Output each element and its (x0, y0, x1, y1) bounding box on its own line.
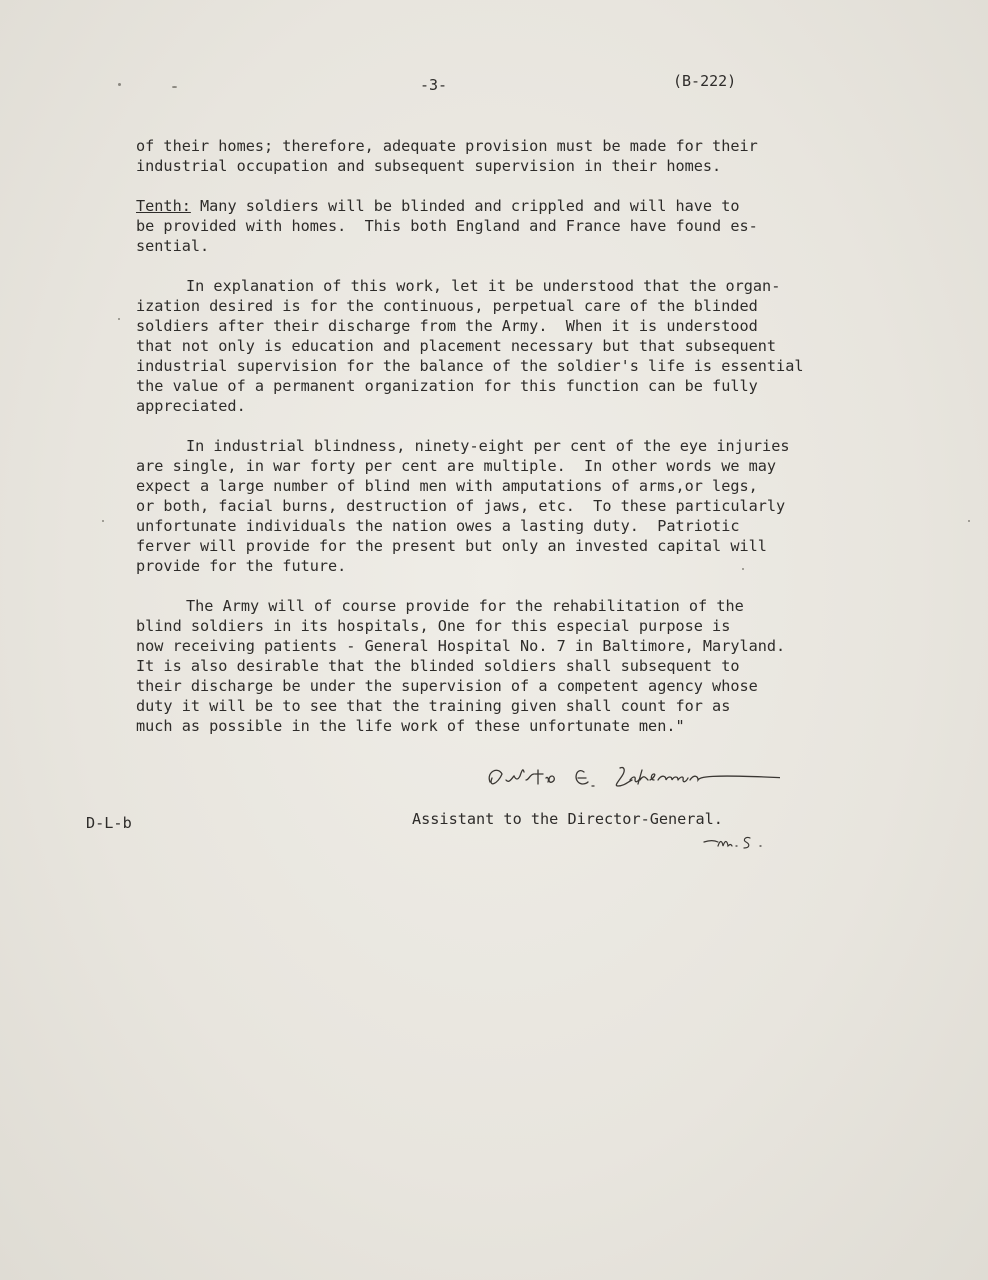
paragraph-p1 (136, 136, 866, 176)
text-line: In industrial blindness, ninety-eight per cent of the eye injuries (186, 437, 790, 455)
text-line: provide for the future. (136, 557, 347, 575)
section-lead: Tenth: (136, 197, 191, 215)
text-line: of their homes; therefore, adequate provision must be made for their (136, 137, 758, 155)
signatory-title: Assistant to the Director-General. (412, 810, 723, 828)
text-line: or both, facial burns, destruction of jaws, etc. To these particularly (136, 497, 786, 515)
text-line: industrial supervision for the balance of the soldier's life is essential (136, 357, 804, 375)
text-line: In explanation of this work, let it be understood that the organ- (186, 277, 781, 295)
paragraph-p3 (136, 276, 866, 416)
text-line: soldiers after their discharge from the Army. When it is understood (136, 317, 758, 335)
text-line: The Army will of course provide for the rehabilitation of the (186, 597, 744, 615)
text-line: unfortunate individuals the nation owes a lasting duty. Patriotic (136, 517, 740, 535)
paper-speck (118, 318, 120, 320)
text-line: ization desired is for the continuous, perpetual care of the blinded (136, 297, 758, 315)
paper-speck (102, 520, 104, 522)
text-line: It is also desirable that the blinded soldiers shall subsequent to (136, 657, 740, 675)
text-line: ferver will provide for the present but only an invested capital will (136, 537, 767, 555)
text-line-rest: Many soldiers will be blinded and crippled and will have to (190, 197, 740, 215)
text-line: their discharge be under the supervision of a competent agency whose (136, 677, 758, 695)
text-line: be provided with homes. This both England and France have found es- (136, 217, 758, 235)
text-line: blind soldiers in its hospitals, One for this especial purpose is (136, 617, 731, 635)
handwritten-initials (700, 832, 780, 854)
paragraph-p2 (136, 196, 866, 256)
text-line: duty it will be to see that the training given shall count for as (136, 697, 731, 715)
paragraph-p4 (136, 436, 866, 576)
handwritten-signature (480, 758, 780, 798)
text-line: now receiving patients - General Hospital No. 7 in Baltimore, Maryland. (136, 637, 786, 655)
text-line: that not only is education and placement necessary but that subsequent (136, 337, 777, 355)
document-code: (B-222) (673, 72, 737, 90)
text-line: are single, in war forty per cent are multiple. In other words we may (136, 457, 777, 475)
page-header (0, 72, 988, 98)
reference-code: D-L-b (86, 814, 132, 832)
text-line: industrial occupation and subsequent supervision in their homes. (136, 157, 722, 175)
text-line (136, 196, 866, 216)
paragraph-p5 (136, 596, 866, 736)
text-line: sential. (136, 237, 210, 255)
text-line: appreciated. (136, 397, 246, 415)
letter-body (136, 136, 866, 756)
text-line: much as possible in the life work of these unfortunate men." (136, 717, 685, 735)
text-line: the value of a permanent organization for this function can be fully (136, 377, 758, 395)
page-number: -3- (420, 76, 448, 94)
text-line: expect a large number of blind men with amputations of arms,or legs, (136, 477, 758, 495)
paper-speck (968, 520, 970, 522)
